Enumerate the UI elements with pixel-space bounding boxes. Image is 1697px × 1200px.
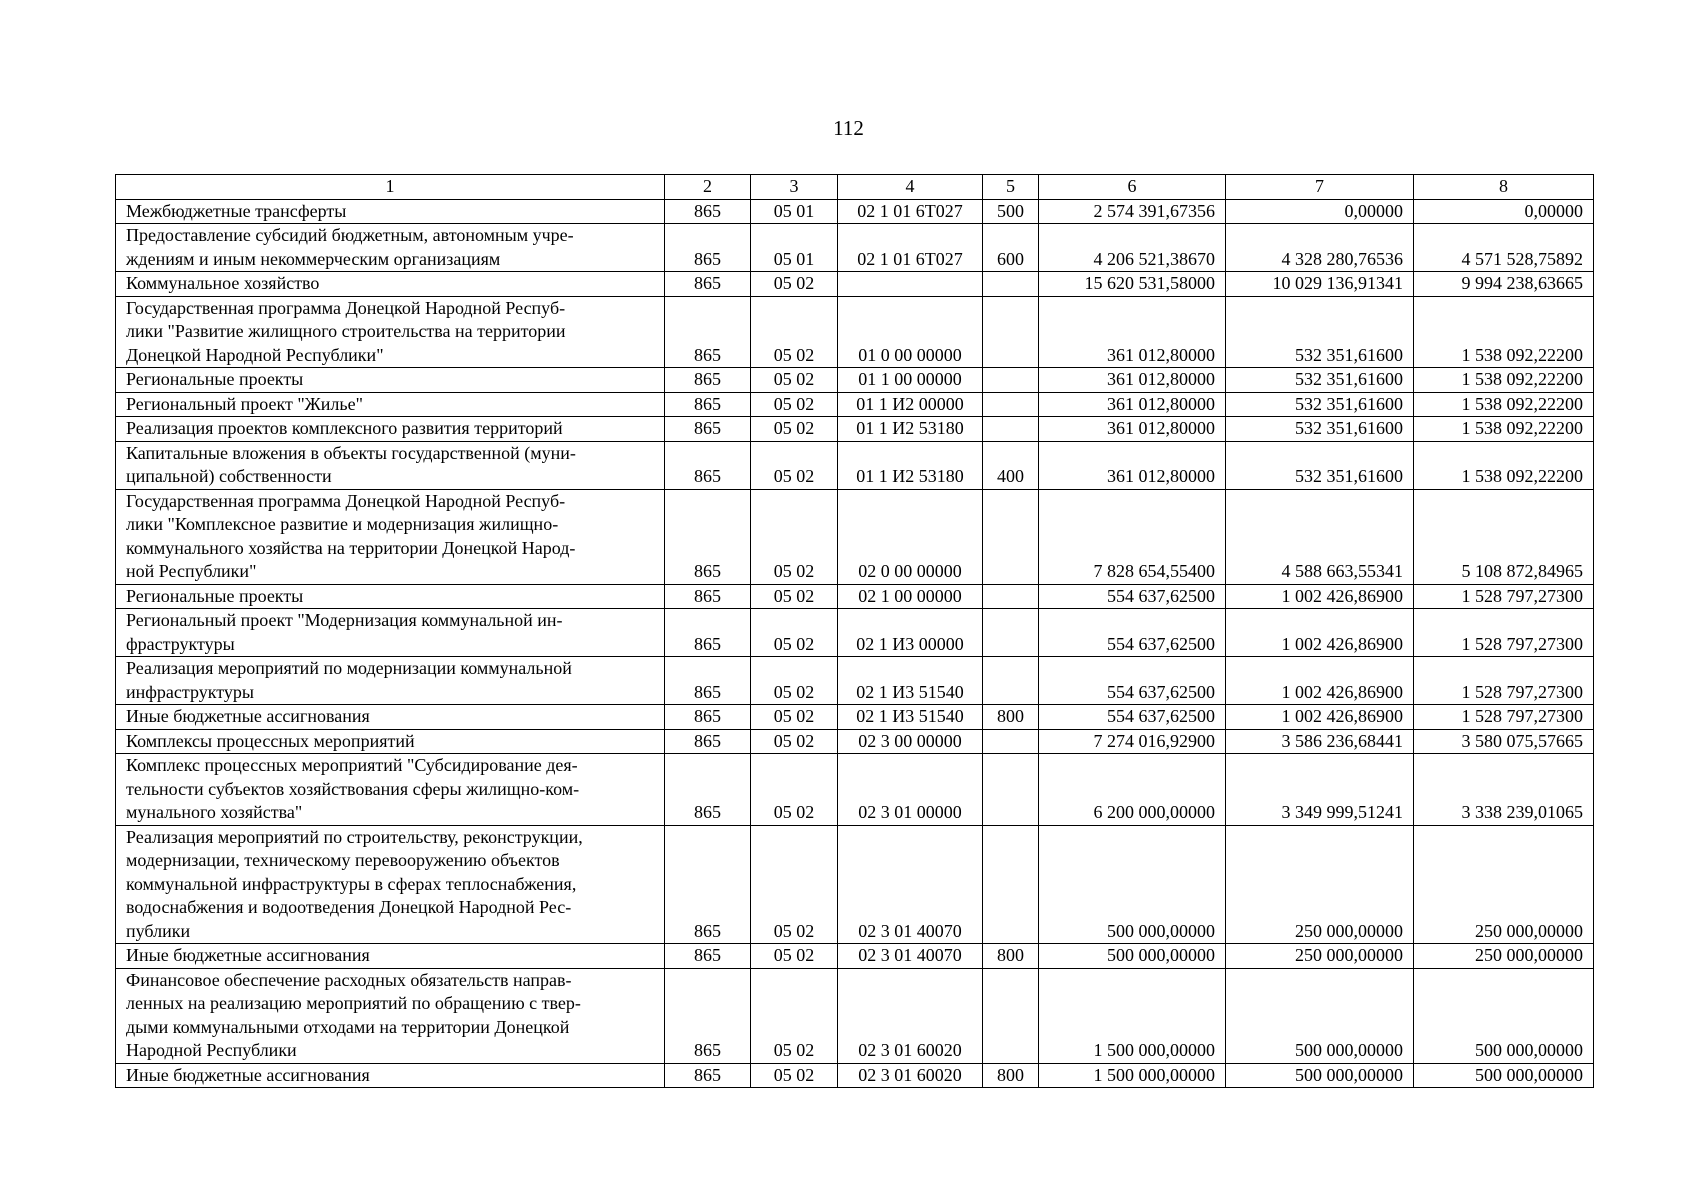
target-article-cell: 01 1 00 00000 (838, 368, 983, 393)
amount-year2-cell: 532 351,61600 (1226, 441, 1414, 489)
amount-year1-cell: 15 620 531,58000 (1039, 272, 1226, 297)
table-row (116, 417, 1594, 442)
expense-type-cell (983, 296, 1039, 368)
table-row (116, 968, 1594, 1063)
amount-year2-cell: 3 349 999,51241 (1226, 754, 1414, 826)
table-row (116, 296, 1594, 368)
expense-type-cell (983, 392, 1039, 417)
ministry-code-cell: 865 (665, 609, 751, 657)
row-name-cell: Реализация мероприятий по строительству, реконструкции, модернизации, техническому перевооружению объектов коммунальной инфраструктуры в сферах теплоснабжения, водоснабжения и водоотведения Донецкой Народной Рес- публики (116, 825, 665, 944)
amount-year1-cell: 500 000,00000 (1039, 825, 1226, 944)
table-row (116, 441, 1594, 489)
expense-type-cell: 500 (983, 199, 1039, 224)
target-article-cell: 02 3 01 00000 (838, 754, 983, 826)
column-header: 6 (1039, 175, 1226, 200)
table-row (116, 199, 1594, 224)
row-name-cell: Межбюджетные трансферты (116, 199, 665, 224)
row-name-cell: Региональные проекты (116, 368, 665, 393)
column-number-row (116, 175, 1594, 200)
expense-type-cell (983, 657, 1039, 705)
row-name-cell: Комплексы процессных мероприятий (116, 729, 665, 754)
ministry-code-cell: 865 (665, 489, 751, 584)
target-article-cell: 02 3 01 60020 (838, 968, 983, 1063)
section-code-cell: 05 02 (751, 657, 838, 705)
page-number: 112 (833, 116, 864, 140)
expense-type-cell (983, 272, 1039, 297)
expense-type-cell: 800 (983, 705, 1039, 730)
row-name-cell: Капитальные вложения в объекты государственной (муни- ципальной) собственности (116, 441, 665, 489)
amount-year2-cell: 4 588 663,55341 (1226, 489, 1414, 584)
section-code-cell: 05 02 (751, 489, 838, 584)
amount-year2-cell: 500 000,00000 (1226, 968, 1414, 1063)
row-name-cell: Региональные проекты (116, 584, 665, 609)
amount-year1-cell: 361 012,80000 (1039, 417, 1226, 442)
amount-year2-cell: 250 000,00000 (1226, 944, 1414, 969)
amount-year2-cell: 1 002 426,86900 (1226, 657, 1414, 705)
target-article-cell: 02 1 01 6Т027 (838, 199, 983, 224)
section-code-cell: 05 02 (751, 754, 838, 826)
ministry-code-cell: 865 (665, 944, 751, 969)
section-code-cell: 05 02 (751, 968, 838, 1063)
ministry-code-cell: 865 (665, 199, 751, 224)
ministry-code-cell: 865 (665, 657, 751, 705)
amount-year3-cell: 0,00000 (1414, 199, 1594, 224)
expense-type-cell (983, 825, 1039, 944)
amount-year2-cell: 3 586 236,68441 (1226, 729, 1414, 754)
section-code-cell: 05 01 (751, 224, 838, 272)
row-name-cell: Иные бюджетные ассигнования (116, 1063, 665, 1088)
column-header: 8 (1414, 175, 1594, 200)
column-header: 7 (1226, 175, 1414, 200)
amount-year1-cell: 1 500 000,00000 (1039, 968, 1226, 1063)
amount-year3-cell: 500 000,00000 (1414, 1063, 1594, 1088)
ministry-code-cell: 865 (665, 368, 751, 393)
amount-year2-cell: 250 000,00000 (1226, 825, 1414, 944)
expense-type-cell (983, 368, 1039, 393)
table-row (116, 368, 1594, 393)
expense-type-cell (983, 729, 1039, 754)
section-code-cell: 05 02 (751, 441, 838, 489)
row-name-cell: Государственная программа Донецкой Народной Респуб- лики "Комплексное развитие и модернизация жилищно- коммунального хозяйства на территории Донецкой Народ- ной Республики" (116, 489, 665, 584)
amount-year1-cell: 7 274 016,92900 (1039, 729, 1226, 754)
amount-year3-cell: 1 528 797,27300 (1414, 657, 1594, 705)
amount-year3-cell: 1 538 092,22200 (1414, 417, 1594, 442)
amount-year2-cell: 1 002 426,86900 (1226, 705, 1414, 730)
section-code-cell: 05 02 (751, 272, 838, 297)
table-row (116, 489, 1594, 584)
target-article-cell: 02 3 01 60020 (838, 1063, 983, 1088)
expense-type-cell: 800 (983, 1063, 1039, 1088)
section-code-cell: 05 02 (751, 296, 838, 368)
ministry-code-cell: 865 (665, 392, 751, 417)
column-header: 3 (751, 175, 838, 200)
target-article-cell: 02 1 И3 51540 (838, 705, 983, 730)
column-header: 4 (838, 175, 983, 200)
row-name-cell: Финансовое обеспечение расходных обязательств направ- ленных на реализацию мероприятий по обращению с твер- дыми коммунальными отходами на территории Донецкой Народной Республики (116, 968, 665, 1063)
row-name-cell: Реализация проектов комплексного развития территорий (116, 417, 665, 442)
table-body (116, 199, 1594, 1088)
ministry-code-cell: 865 (665, 224, 751, 272)
amount-year3-cell: 500 000,00000 (1414, 968, 1594, 1063)
row-name-cell: Государственная программа Донецкой Народной Респуб- лики "Развитие жилищного строительства на территории Донецкой Народной Республики" (116, 296, 665, 368)
target-article-cell: 02 0 00 00000 (838, 489, 983, 584)
section-code-cell: 05 02 (751, 584, 838, 609)
amount-year2-cell: 532 351,61600 (1226, 368, 1414, 393)
amount-year1-cell: 361 012,80000 (1039, 296, 1226, 368)
column-header: 1 (116, 175, 665, 200)
section-code-cell: 05 02 (751, 729, 838, 754)
expense-type-cell: 400 (983, 441, 1039, 489)
amount-year2-cell: 532 351,61600 (1226, 417, 1414, 442)
amount-year3-cell: 250 000,00000 (1414, 825, 1594, 944)
expense-type-cell (983, 417, 1039, 442)
amount-year1-cell: 500 000,00000 (1039, 944, 1226, 969)
section-code-cell: 05 02 (751, 944, 838, 969)
amount-year3-cell: 1 528 797,27300 (1414, 584, 1594, 609)
table-row (116, 1063, 1594, 1088)
ministry-code-cell: 865 (665, 705, 751, 730)
section-code-cell: 05 02 (751, 705, 838, 730)
amount-year3-cell: 9 994 238,63665 (1414, 272, 1594, 297)
table-row (116, 272, 1594, 297)
amount-year3-cell: 1 538 092,22200 (1414, 296, 1594, 368)
section-code-cell: 05 01 (751, 199, 838, 224)
ministry-code-cell: 865 (665, 417, 751, 442)
target-article-cell: 02 1 01 6Т027 (838, 224, 983, 272)
expense-type-cell (983, 968, 1039, 1063)
ministry-code-cell: 865 (665, 754, 751, 826)
table-row (116, 825, 1594, 944)
expense-type-cell (983, 584, 1039, 609)
amount-year3-cell: 1 538 092,22200 (1414, 441, 1594, 489)
amount-year2-cell: 4 328 280,76536 (1226, 224, 1414, 272)
table-row (116, 944, 1594, 969)
section-code-cell: 05 02 (751, 417, 838, 442)
amount-year2-cell: 1 002 426,86900 (1226, 609, 1414, 657)
amount-year1-cell: 4 206 521,38670 (1039, 224, 1226, 272)
table-row (116, 705, 1594, 730)
section-code-cell: 05 02 (751, 825, 838, 944)
amount-year3-cell: 250 000,00000 (1414, 944, 1594, 969)
amount-year2-cell: 532 351,61600 (1226, 296, 1414, 368)
expense-type-cell (983, 489, 1039, 584)
amount-year1-cell: 554 637,62500 (1039, 657, 1226, 705)
expense-type-cell: 800 (983, 944, 1039, 969)
amount-year2-cell: 500 000,00000 (1226, 1063, 1414, 1088)
target-article-cell: 01 1 И2 00000 (838, 392, 983, 417)
section-code-cell: 05 02 (751, 1063, 838, 1088)
table-row (116, 609, 1594, 657)
section-code-cell: 05 02 (751, 609, 838, 657)
table-row (116, 224, 1594, 272)
table-row (116, 584, 1594, 609)
column-header: 5 (983, 175, 1039, 200)
amount-year3-cell: 1 538 092,22200 (1414, 392, 1594, 417)
amount-year1-cell: 2 574 391,67356 (1039, 199, 1226, 224)
amount-year3-cell: 1 528 797,27300 (1414, 705, 1594, 730)
budget-table (115, 174, 1594, 1088)
ministry-code-cell: 865 (665, 272, 751, 297)
amount-year3-cell: 3 580 075,57665 (1414, 729, 1594, 754)
amount-year2-cell: 1 002 426,86900 (1226, 584, 1414, 609)
row-name-cell: Коммунальное хозяйство (116, 272, 665, 297)
row-name-cell: Иные бюджетные ассигнования (116, 944, 665, 969)
row-name-cell: Региональный проект "Жилье" (116, 392, 665, 417)
row-name-cell: Региональный проект "Модернизация коммунальной ин- фраструктуры (116, 609, 665, 657)
target-article-cell: 02 1 И3 00000 (838, 609, 983, 657)
amount-year1-cell: 554 637,62500 (1039, 584, 1226, 609)
ministry-code-cell: 865 (665, 825, 751, 944)
amount-year1-cell: 7 828 654,55400 (1039, 489, 1226, 584)
target-article-cell: 02 3 00 00000 (838, 729, 983, 754)
ministry-code-cell: 865 (665, 441, 751, 489)
ministry-code-cell: 865 (665, 1063, 751, 1088)
table-row (116, 657, 1594, 705)
target-article-cell: 01 1 И2 53180 (838, 417, 983, 442)
row-name-cell: Предоставление субсидий бюджетным, автономным учре- ждениям и иным некоммерческим организациям (116, 224, 665, 272)
amount-year3-cell: 5 108 872,84965 (1414, 489, 1594, 584)
row-name-cell: Иные бюджетные ассигнования (116, 705, 665, 730)
target-article-cell (838, 272, 983, 297)
expense-type-cell: 600 (983, 224, 1039, 272)
expense-type-cell (983, 609, 1039, 657)
row-name-cell: Реализация мероприятий по модернизации коммунальной инфраструктуры (116, 657, 665, 705)
expense-type-cell (983, 754, 1039, 826)
ministry-code-cell: 865 (665, 729, 751, 754)
amount-year3-cell: 4 571 528,75892 (1414, 224, 1594, 272)
ministry-code-cell: 865 (665, 584, 751, 609)
amount-year2-cell: 532 351,61600 (1226, 392, 1414, 417)
target-article-cell: 02 1 И3 51540 (838, 657, 983, 705)
section-code-cell: 05 02 (751, 392, 838, 417)
table-row (116, 392, 1594, 417)
amount-year2-cell: 10 029 136,91341 (1226, 272, 1414, 297)
amount-year1-cell: 6 200 000,00000 (1039, 754, 1226, 826)
target-article-cell: 02 3 01 40070 (838, 825, 983, 944)
amount-year1-cell: 1 500 000,00000 (1039, 1063, 1226, 1088)
amount-year3-cell: 3 338 239,01065 (1414, 754, 1594, 826)
amount-year3-cell: 1 538 092,22200 (1414, 368, 1594, 393)
row-name-cell: Комплекс процессных мероприятий "Субсидирование дея- тельности субъектов хозяйствования сферы жилищно-ком- мунального хозяйства" (116, 754, 665, 826)
amount-year1-cell: 361 012,80000 (1039, 392, 1226, 417)
amount-year3-cell: 1 528 797,27300 (1414, 609, 1594, 657)
table-row (116, 729, 1594, 754)
amount-year1-cell: 554 637,62500 (1039, 705, 1226, 730)
amount-year1-cell: 361 012,80000 (1039, 368, 1226, 393)
ministry-code-cell: 865 (665, 968, 751, 1063)
target-article-cell: 02 1 00 00000 (838, 584, 983, 609)
target-article-cell: 02 3 01 40070 (838, 944, 983, 969)
ministry-code-cell: 865 (665, 296, 751, 368)
target-article-cell: 01 0 00 00000 (838, 296, 983, 368)
column-header: 2 (665, 175, 751, 200)
section-code-cell: 05 02 (751, 368, 838, 393)
amount-year1-cell: 361 012,80000 (1039, 441, 1226, 489)
amount-year1-cell: 554 637,62500 (1039, 609, 1226, 657)
target-article-cell: 01 1 И2 53180 (838, 441, 983, 489)
table-row (116, 754, 1594, 826)
amount-year2-cell: 0,00000 (1226, 199, 1414, 224)
